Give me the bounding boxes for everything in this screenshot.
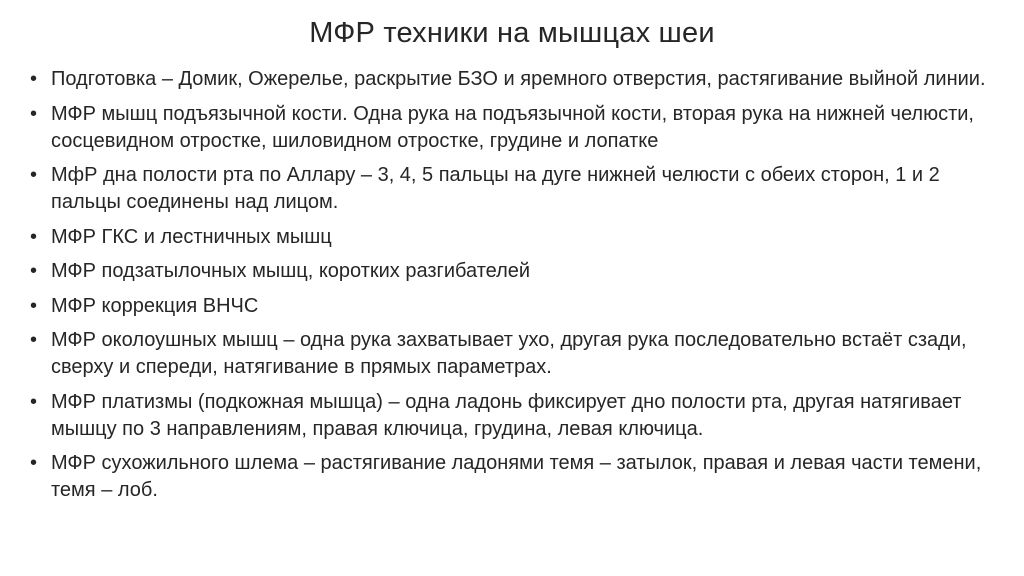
bullet-text: МФР платизмы (подкожная мышца) – одна ладонь фиксирует дно полости рта, другая натягивает мышцу по 3 направлениям, правая ключица, грудина, левая ключица. <box>51 390 962 440</box>
bullet-dot-icon: • <box>30 390 38 413</box>
bullet-text: Подготовка – Домик, Ожерелье, раскрытие БЗО и яремного отверстия, растягивание выйной линии. <box>51 68 986 90</box>
bullet-item-tmj <box>30 293 1005 320</box>
bullet-dot-icon: • <box>30 164 38 186</box>
bullet-text: МФР подзатылочных мышц, коротких разгибателей <box>51 260 531 282</box>
bullet-text: МФР ГКС и лестничных мышц <box>51 225 332 248</box>
bullet-dot-icon: • <box>30 294 38 317</box>
bullet-text: МфР дна полости рта по Аллару – 3, 4, 5 пальцы на дуге нижней челюсти с обеих сторон, 1 и 2 пальцы соединены над лицом. <box>51 164 940 213</box>
bullet-dot-icon: • <box>30 68 38 90</box>
bullet-item-auricular <box>30 327 1005 381</box>
bullet-text: МФР коррекция ВНЧС <box>51 294 259 317</box>
bullet-item-preparation <box>30 66 1005 93</box>
bullet-text: МФР мышц подъязычной кости. Одна рука на подъязычной кости, вторая рука на нижней челюсти, сосцевидном отростке, шиловидном отростке, грудине и лопатке <box>51 102 974 152</box>
bullet-dot-icon: • <box>30 225 38 248</box>
bullet-item-suboccipital <box>30 258 1005 285</box>
slide-title: МФР техники на мышцах шеи <box>309 17 715 49</box>
bullet-item-platysma <box>30 389 1005 443</box>
bullet-dot-icon: • <box>30 102 38 125</box>
bullet-text: МФР сухожильного шлема – растягивание ладонями темя – затылок, правая и левая части темени, темя – лоб. <box>51 452 982 501</box>
bullet-dot-icon: • <box>30 452 38 474</box>
bullet-list <box>30 66 1005 512</box>
bullet-item-scm <box>30 224 1005 251</box>
bullet-dot-icon: • <box>30 260 38 282</box>
bullet-text: МФР околоушных мышц – одна рука захватывает ухо, другая рука последовательно встаёт сзади, сверху и спереди, натягивание в прямых параметрах. <box>51 329 967 378</box>
bullet-item-galea <box>30 450 1005 504</box>
bullet-item-hyoid <box>30 101 1005 155</box>
bullet-dot-icon: • <box>30 329 38 351</box>
bullet-item-mouth-floor <box>30 162 1005 216</box>
